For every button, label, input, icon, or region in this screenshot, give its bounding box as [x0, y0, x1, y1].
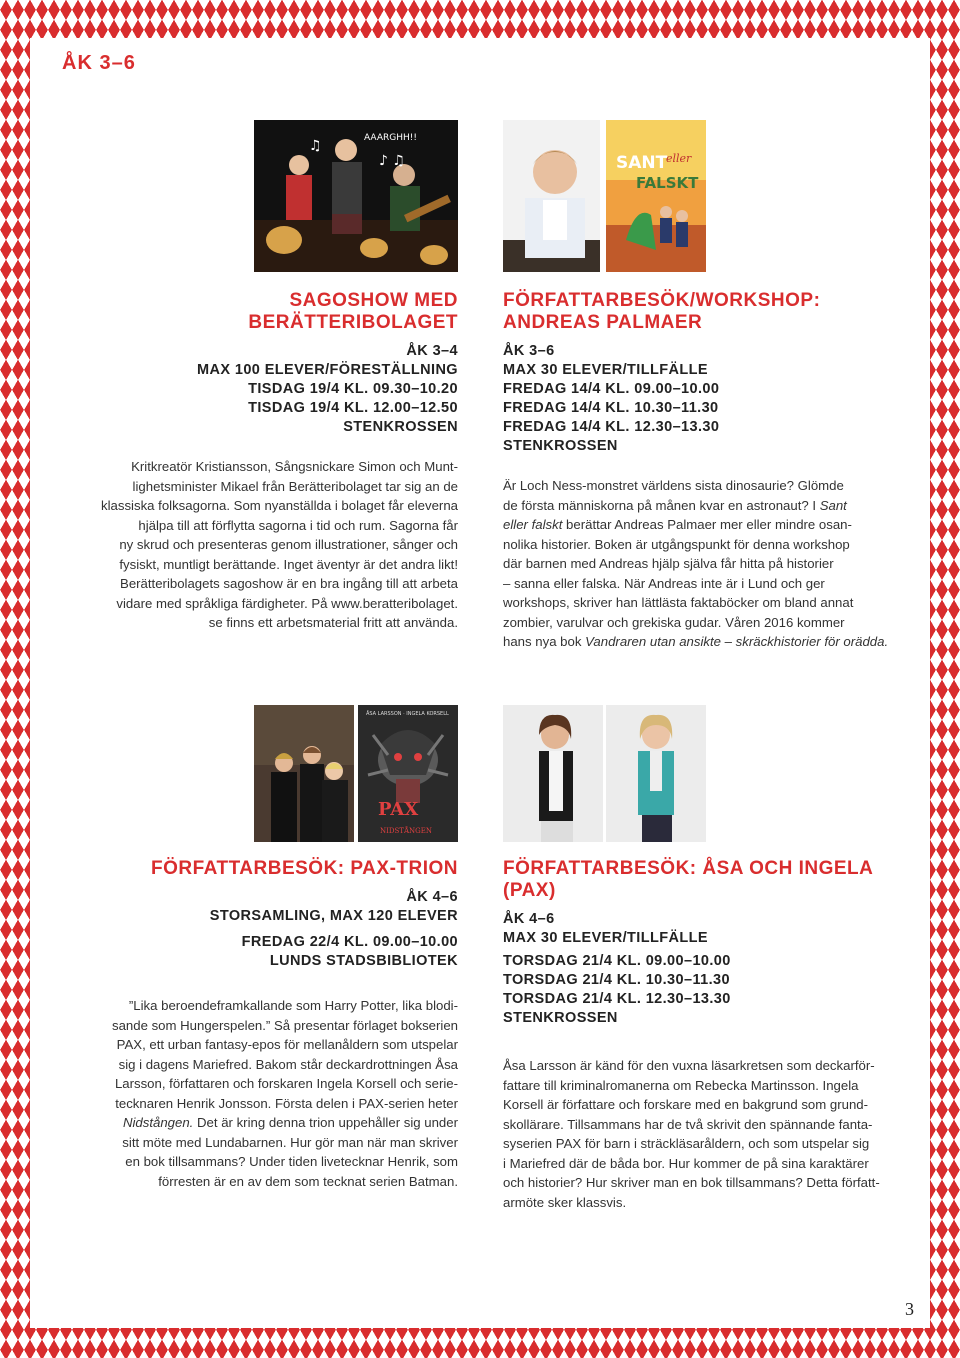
sagoshow-photo [254, 120, 458, 272]
palmaer-time-3: FREDAG 14/4 KL. 12.30–13.30 [503, 419, 720, 435]
palmaer-line: nolika historier. Boken är utgångspunkt för denna workshop [503, 536, 850, 552]
paxtrion-line: Larsson, författaren och forskaren Ingela Korsell och serie- [114, 1076, 458, 1091]
sagoshow-description-line: se finns ett arbetsmaterial fritt att använda. [208, 615, 458, 630]
sagoshow-description [62, 457, 458, 633]
asa-larsson-portrait [503, 705, 603, 842]
asaingela-time-1: TORSDAG 21/4 KL. 09.00–10.00 [503, 953, 731, 969]
svg-text:NIDSTÅNGEN: NIDSTÅNGEN [380, 827, 432, 835]
asaingela-line: Korsell är författare och forskare med en bakgrund som grund- [503, 1097, 869, 1112]
asaingela-line: skollärare. Tillsammans har de två skrivit den spännande fanta- [503, 1116, 873, 1132]
palmaer-line: de första människorna på månen kvar en astronaut? I Sant [503, 497, 847, 513]
palmaer-title-line1: FÖRFATTARBESÖK/WORKSHOP: [503, 290, 821, 311]
svg-text:♫: ♫ [309, 138, 322, 154]
palmaer-capacity: MAX 30 ELEVER/TILLFÄLLE [503, 362, 708, 378]
asaingela-title: FÖRFATTARBESÖK: ÅSA OCH INGELA (PAX) [503, 858, 873, 901]
paxtrion-time-1: FREDAG 22/4 KL. 09.00–10.00 [241, 934, 458, 950]
palmaer-venue: STENKROSSEN [503, 438, 618, 454]
asaingela-capacity: MAX 30 ELEVER/TILLFÄLLE [503, 930, 708, 946]
sagoshow-capacity: MAX 100 ELEVER/FÖRESTÄLLNING [197, 362, 458, 378]
asaingela-line: armöte sker klassvis. [503, 1194, 627, 1210]
asaingela-grade: ÅK 4–6 [503, 911, 555, 927]
asaingela-line: i Mariefred där de båda bor. Hur kommer de på sina karaktärer [503, 1155, 869, 1171]
sagoshow-time-2: TISDAG 19/4 KL. 12.00–12.50 [248, 400, 458, 416]
palmaer-title-line2: ANDREAS PALMAER [503, 312, 703, 333]
paxtrion-line: tecknaren Henrik Jonsson. Första delen i PAX-serien heter [115, 1095, 458, 1111]
palmaer-time-2: FREDAG 14/4 KL. 10.30–11.30 [503, 400, 719, 416]
pax-trion-group-photo [254, 705, 354, 842]
asaingela-section [503, 858, 918, 1212]
sagoshow-title-line2: BERÄTTERIBOLAGET [248, 312, 458, 333]
palmaer-line: Är Loch Ness-monstret världens sista dinosaurie? Glömde [503, 478, 844, 493]
paxtrion-capacity: STORSAMLING, MAX 120 ELEVER [209, 908, 458, 924]
paxtrion-description [62, 996, 458, 1191]
svg-text:eller: eller [666, 152, 692, 165]
svg-text:ÅSA LARSSON · INGELA KORSELL: ÅSA LARSSON · INGELA KORSELL [366, 711, 449, 717]
svg-text:♪ ♫: ♪ ♫ [379, 153, 405, 169]
sagoshow-description-line: fysiskt, muntligt berättande. Inget äventyr är det andra likt! [119, 556, 458, 572]
paxtrion-line: sitt möte med Lundabarnen. Hur gör man när man skriver [122, 1134, 458, 1150]
sagoshow-description-line: vidare med språkliga färdigheter. På www.beratteribolaget. [116, 595, 458, 611]
paxtrion-grade: ÅK 4–6 [406, 889, 458, 905]
asaingela-venue: STENKROSSEN [503, 1010, 618, 1026]
svg-text:AAARGHH!!: AAARGHH!! [364, 133, 417, 143]
paxtrion-venue: LUNDS STADSBIBLIOTEK [269, 953, 458, 969]
palmaer-line: zombier, varulvar och grekiska gudar. Våren 2016 kommer [503, 614, 845, 630]
paxtrion-line: sande som Hungerspelen.” Så presentar förlaget bokserien [111, 1017, 458, 1033]
palmaer-line: hans nya bok Vandraren utan ansikte – skräckhistorier för orädda. [503, 634, 889, 649]
grade-header: ÅK 3–6 [62, 52, 136, 74]
palmaer-line: där barnen med Andreas hjälp själva får hitta på historier [503, 556, 834, 571]
palmaer-line: eller falskt berättar Andreas Palmaer mer eller mindre osan- [503, 517, 852, 532]
asaingela-time-3: TORSDAG 21/4 KL. 12.30–13.30 [503, 991, 731, 1007]
sagoshow-description-line: hjälpa till att förflytta sagorna i tid och rum. Sagorna får [138, 517, 458, 533]
sagoshow-description-line: klassiska folksagorna. Som nyanställda i bolaget får eleverna [101, 498, 458, 513]
palmaer-line: workshops, skriver han lättlästa faktaböcker om bland annat [503, 595, 854, 610]
paxtrion-section [62, 858, 458, 1191]
page-number: 3 [905, 1299, 914, 1319]
paxtrion-line: Nidstången. Det är kring denna trion uppehåller sig under [122, 1115, 458, 1130]
palmaer-section [503, 290, 913, 652]
asaingela-line: och historier? Hur skriver man en bok tillsammans? Detta författ- [503, 1175, 880, 1190]
asaingela-description [503, 1056, 918, 1212]
svg-text:FALSKT: FALSKT [636, 174, 699, 192]
asaingela-line: fattare till kriminalromanerna om Rebecka Martinsson. Ingela [503, 1077, 859, 1093]
asaingela-line: syserien PAX för barn i sträckläsaråldern, och som utspelar sig [503, 1136, 870, 1151]
palmaer-line: – sanna eller falska. När Andreas inte är i Lund och ger [503, 575, 825, 591]
ingela-korsell-portrait [606, 705, 706, 842]
sagoshow-description-line: lighetsminister Mikael från Berätteribolaget tar sig an de [132, 478, 458, 494]
sagoshow-description-line: ny skrud och presenteras genom illustrationer, sånger och [119, 537, 458, 552]
svg-text:SANT: SANT [616, 153, 668, 173]
sagoshow-description-line: Kritkreatör Kristiansson, Sångsnickare Simon och Munt- [131, 459, 458, 474]
palmaer-time-1: FREDAG 14/4 KL. 09.00–10.00 [503, 381, 720, 397]
paxtrion-title: FÖRFATTARBESÖK: PAX-TRION [151, 858, 458, 879]
sagoshow-time-1: TISDAG 19/4 KL. 09.30–10.20 [248, 381, 458, 397]
paxtrion-line: en bok tillsammans? Under tiden livetecknar Henrik, som [125, 1154, 458, 1169]
paxtrion-line: sig i dagens Mariefred. Bakom står deckardrottningen Åsa [118, 1056, 458, 1072]
svg-text:PAX: PAX [378, 799, 419, 820]
asaingela-line: Åsa Larsson är känd för den vuxna läsarkretsen som deckarför- [503, 1058, 875, 1073]
sagoshow-title-line1: SAGOSHOW MED [289, 290, 458, 311]
sagoshow-description-line: Berätteribolagets sagoshow är en bra ingång till att arbeta [120, 576, 458, 591]
sagoshow-venue: STENKROSSEN [343, 419, 458, 435]
palmaer-description [503, 476, 913, 652]
asaingela-time-2: TORSDAG 21/4 KL. 10.30–11.30 [503, 972, 730, 988]
sant-eller-falskt-book-cover [606, 120, 706, 272]
paxtrion-line: PAX, ett urban fantasy-epos för mellanåldern som utspelar [116, 1037, 458, 1052]
andreas-palmaer-portrait [503, 120, 600, 272]
sagoshow-grade: ÅK 3–4 [406, 343, 458, 359]
paxtrion-line: ”Lika beroendeframkallande som Harry Potter, lika blodi- [128, 998, 458, 1013]
paxtrion-line: förresten är en av dem som tecknat serien Batman. [158, 1173, 458, 1189]
pax-nidstangen-book-cover [358, 705, 458, 842]
sagoshow-section [62, 290, 458, 633]
palmaer-grade: ÅK 3–6 [503, 343, 555, 359]
